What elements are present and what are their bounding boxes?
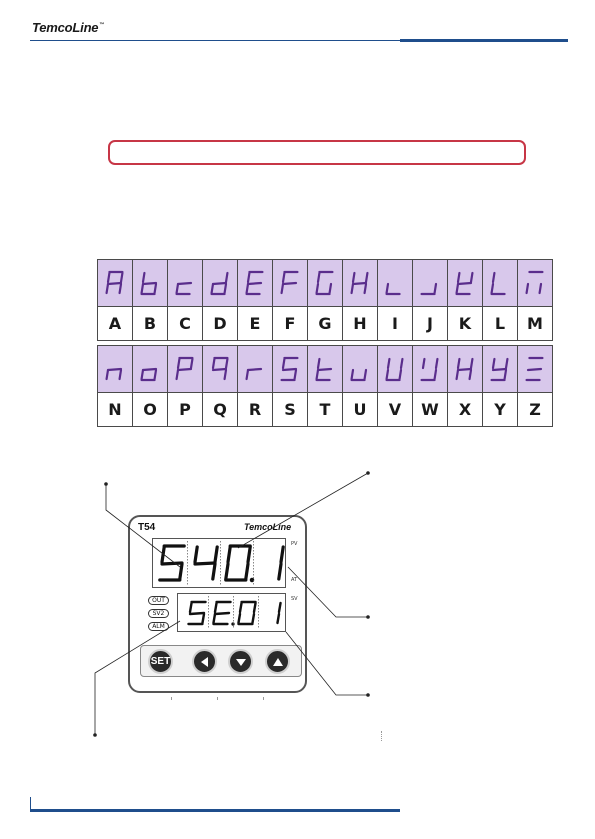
callout-sv-digit [286, 632, 368, 695]
letter-cell: V [378, 393, 413, 427]
callout-pv-left [106, 484, 180, 567]
letter-cell: A [98, 307, 133, 341]
callout-pv-digit [238, 473, 368, 548]
letter-cell: D [203, 307, 238, 341]
callout-dot [93, 733, 97, 737]
at-label: AT [291, 577, 298, 583]
sv2-indicator: SV2 [148, 609, 169, 618]
trademark: ™ [99, 22, 105, 28]
letter-cell: K [448, 307, 483, 341]
scan-mark [381, 731, 383, 741]
letter-cell: M [518, 307, 553, 341]
letter-cell: R [238, 393, 273, 427]
letter-cell: E [238, 307, 273, 341]
letter-cell: N [98, 393, 133, 427]
letter-cell: J [413, 307, 448, 341]
sv-label: SV [291, 596, 298, 602]
letter-cell: F [273, 307, 308, 341]
letter-cell: H [343, 307, 378, 341]
brand-name: TemcoLine [32, 20, 99, 35]
letter-cell: Y [483, 393, 518, 427]
letter-cell: X [448, 393, 483, 427]
letter-cell: B [133, 307, 168, 341]
letter-cell: I [378, 307, 413, 341]
callout-dot [366, 471, 370, 475]
letter-cell: L [483, 307, 518, 341]
set-button[interactable]: SET [148, 649, 173, 674]
letter-cell: P [168, 393, 203, 427]
callout-dot [104, 482, 108, 486]
device-brand: TemcoLine [244, 522, 292, 532]
letter-cell: S [273, 393, 308, 427]
footer-rule [30, 809, 400, 812]
pv-label: PV [291, 541, 298, 547]
callout-at [288, 567, 368, 617]
letter-cell: Z [518, 393, 553, 427]
letter-cell: C [168, 307, 203, 341]
callout-sv-left [95, 621, 180, 735]
device-model: T54 [138, 522, 156, 533]
alm-indicator: ALM [148, 622, 169, 631]
letter-cell: O [133, 393, 168, 427]
letter-cell: Q [203, 393, 238, 427]
callout-dot [366, 693, 370, 697]
letter-cell: G [308, 307, 343, 341]
letter-cell: W [413, 393, 448, 427]
callout-dot [366, 615, 370, 619]
out-indicator: OUT [148, 596, 169, 605]
letter-cell: T [308, 393, 343, 427]
letter-cell: U [343, 393, 378, 427]
